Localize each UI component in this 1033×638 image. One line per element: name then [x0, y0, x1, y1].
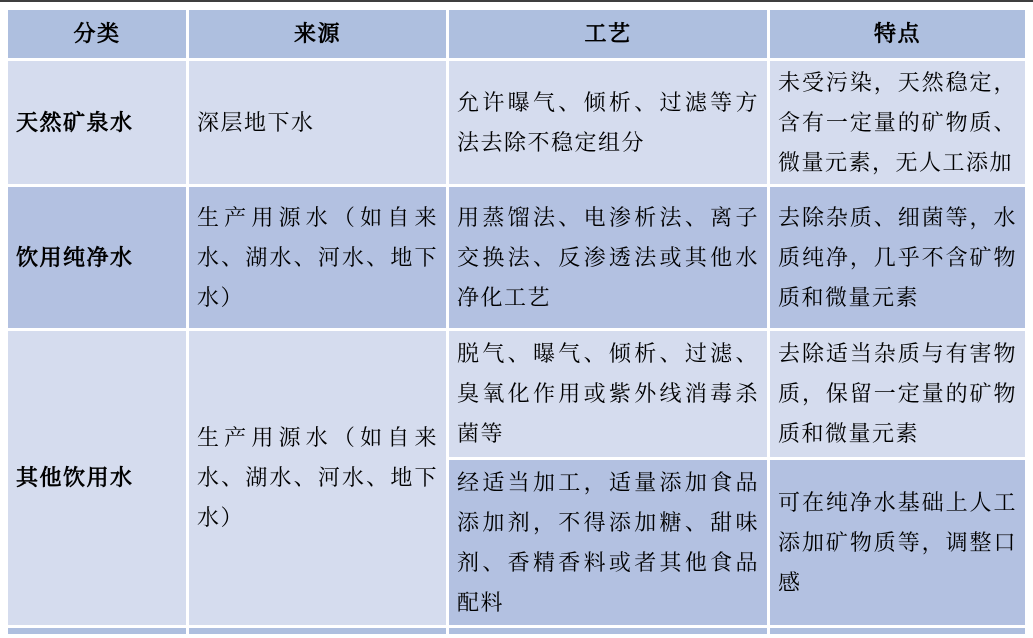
sliver-cell	[189, 628, 446, 634]
cell-other-sub1-process: 脱气、曝气、倾析、过滤、臭氧化作用或紫外线消毒杀菌等	[449, 331, 767, 457]
cell-mineral-process: 允许曝气、倾析、过滤等方法去除不稳定组分	[449, 61, 767, 184]
sliver-cell	[449, 628, 767, 634]
cell-purified-source: 生产用源水（如自来水、湖水、河水、地下水）	[189, 187, 446, 328]
column-header-source: 来源	[189, 10, 446, 58]
cell-purified-features: 去除杂质、细菌等，水质纯净，几乎不含矿物质和微量元素	[770, 187, 1025, 328]
column-header-category: 分类	[8, 10, 186, 58]
cell-other-sub1-features: 去除适当杂质与有害物质，保留一定量的矿物质和微量元素	[770, 331, 1025, 457]
table-row-purified-water	[8, 187, 1025, 328]
table-row-mineral-water	[8, 61, 1025, 184]
cell-other-sub2-process: 经适当加工，适量添加食品添加剂，不得添加糖、甜味剂、香精香料或者其他食品配料	[449, 460, 767, 625]
column-header-features: 特点	[770, 10, 1025, 58]
sliver-cell	[770, 628, 1025, 634]
sliver-cell	[8, 628, 186, 634]
cell-purified-category: 饮用纯净水	[8, 187, 186, 328]
cell-other-source: 生产用源水（如自来水、湖水、河水、地下水）	[189, 331, 446, 625]
header-row	[8, 10, 1025, 58]
column-header-process: 工艺	[449, 10, 767, 58]
cell-mineral-category: 天然矿泉水	[8, 61, 186, 184]
cell-other-category: 其他饮用水	[8, 331, 186, 625]
cell-other-sub2-features: 可在纯净水基础上人工添加矿物质等，调整口感	[770, 460, 1025, 625]
next-row-edge-sliver	[8, 628, 1025, 634]
cell-mineral-features: 未受污染，天然稳定，含有一定量的矿物质、微量元素，无人工添加	[770, 61, 1025, 184]
cell-mineral-source: 深层地下水	[189, 61, 446, 184]
top-divider-rule	[0, 0, 1033, 2]
water-classification-table	[5, 7, 1028, 637]
table-row-other-water-sub1	[8, 331, 1025, 457]
cell-purified-process: 用蒸馏法、电渗析法、离子交换法、反渗透法或其他水净化工艺	[449, 187, 767, 328]
